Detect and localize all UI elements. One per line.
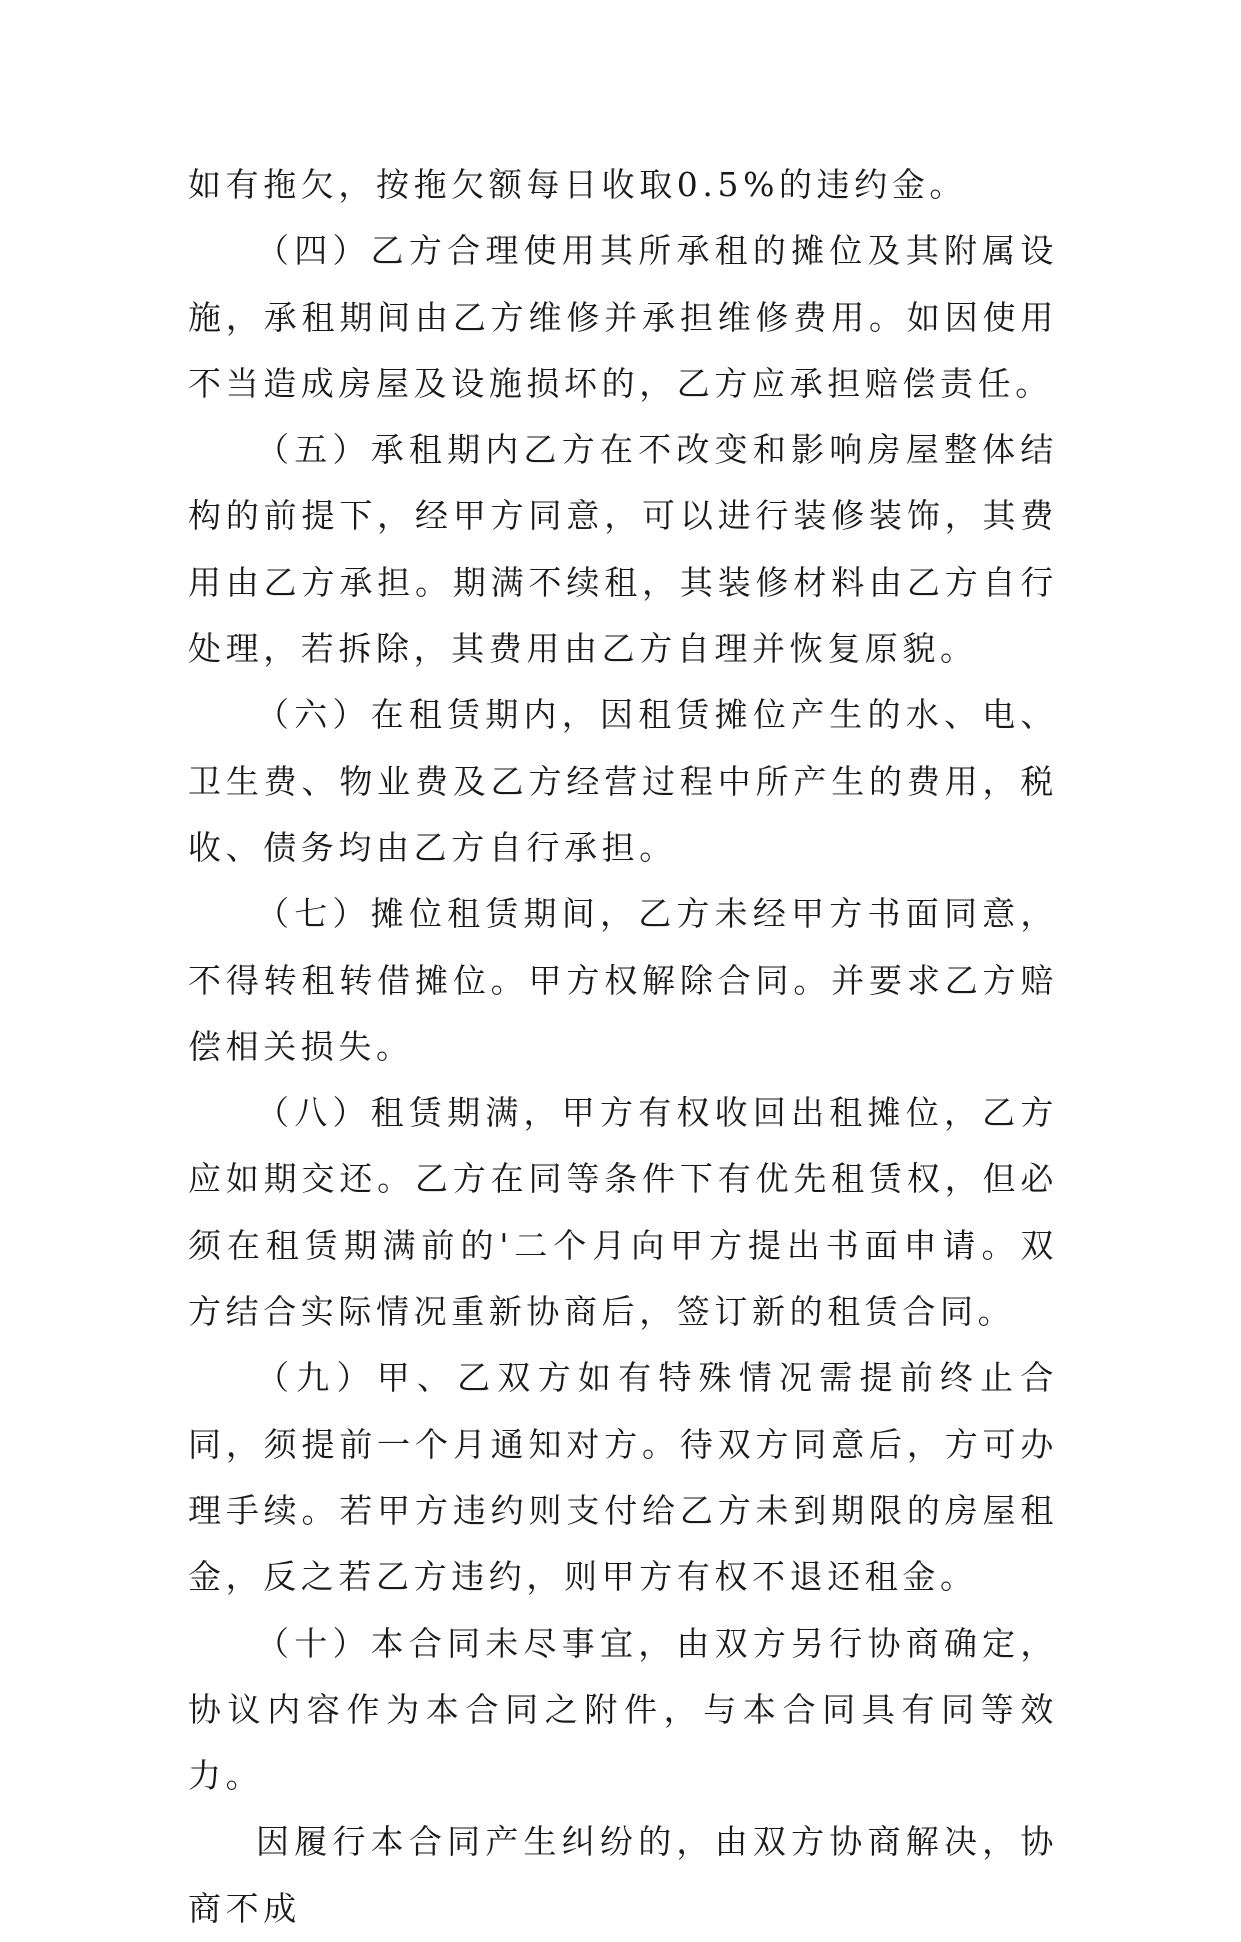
clause-7: （七）摊位租赁期间，乙方未经甲方书面同意，不得转租转借摊位。甲方权解除合同。并要求乙方赔偿相关损失。 — [188, 894, 1058, 1066]
dispute-resolution-paragraph: 因履行本合同产生纠纷的，由双方协商解决，协商不成 — [188, 1822, 1058, 1928]
paragraph-continuation: 如有拖欠，按拖欠额每日收取0.5%的违约金。 — [188, 165, 968, 204]
document-body — [188, 152, 1058, 1942]
clause-6: （六）在租赁期内，因租赁摊位产生的水、电、卫生费、物业费及乙方经营过程中所产生的费用，税收、债务均由乙方自行承担。 — [188, 695, 1058, 867]
clause-5: （五）承租期内乙方在不改变和影响房屋整体结构的前提下，经甲方同意，可以进行装修装饰，其费用由乙方承担。期满不续租，其装修材料由乙方自行处理，若拆除，其费用由乙方自理并恢复原貌。 — [188, 430, 1058, 669]
clause-4: （四）乙方合理使用其所承租的摊位及其附属设施，承租期间由乙方维修并承担维修费用。如因使用不当造成房屋及设施损坏的，乙方应承担赔偿责任。 — [188, 231, 1058, 403]
clause-8: （八）租赁期满，甲方有权收回出租摊位，乙方应如期交还。乙方在同等条件下有优先租赁权，但必须在租赁期满前的'二个月向甲方提出书面申请。双方结合实际情况重新协商后，签订新的租赁合同。 — [188, 1093, 1058, 1332]
clause-9: （九）甲、乙双方如有特殊情况需提前终止合同，须提前一个月通知对方。待双方同意后，方可办理手续。若甲方违约则支付给乙方未到期限的房屋租金，反之若乙方违约，则甲方有权不退还租金。 — [188, 1358, 1058, 1597]
clause-10: （十）本合同未尽事宜，由双方另行协商确定，协议内容作为本合同之附件，与本合同具有同等效力。 — [188, 1623, 1058, 1796]
